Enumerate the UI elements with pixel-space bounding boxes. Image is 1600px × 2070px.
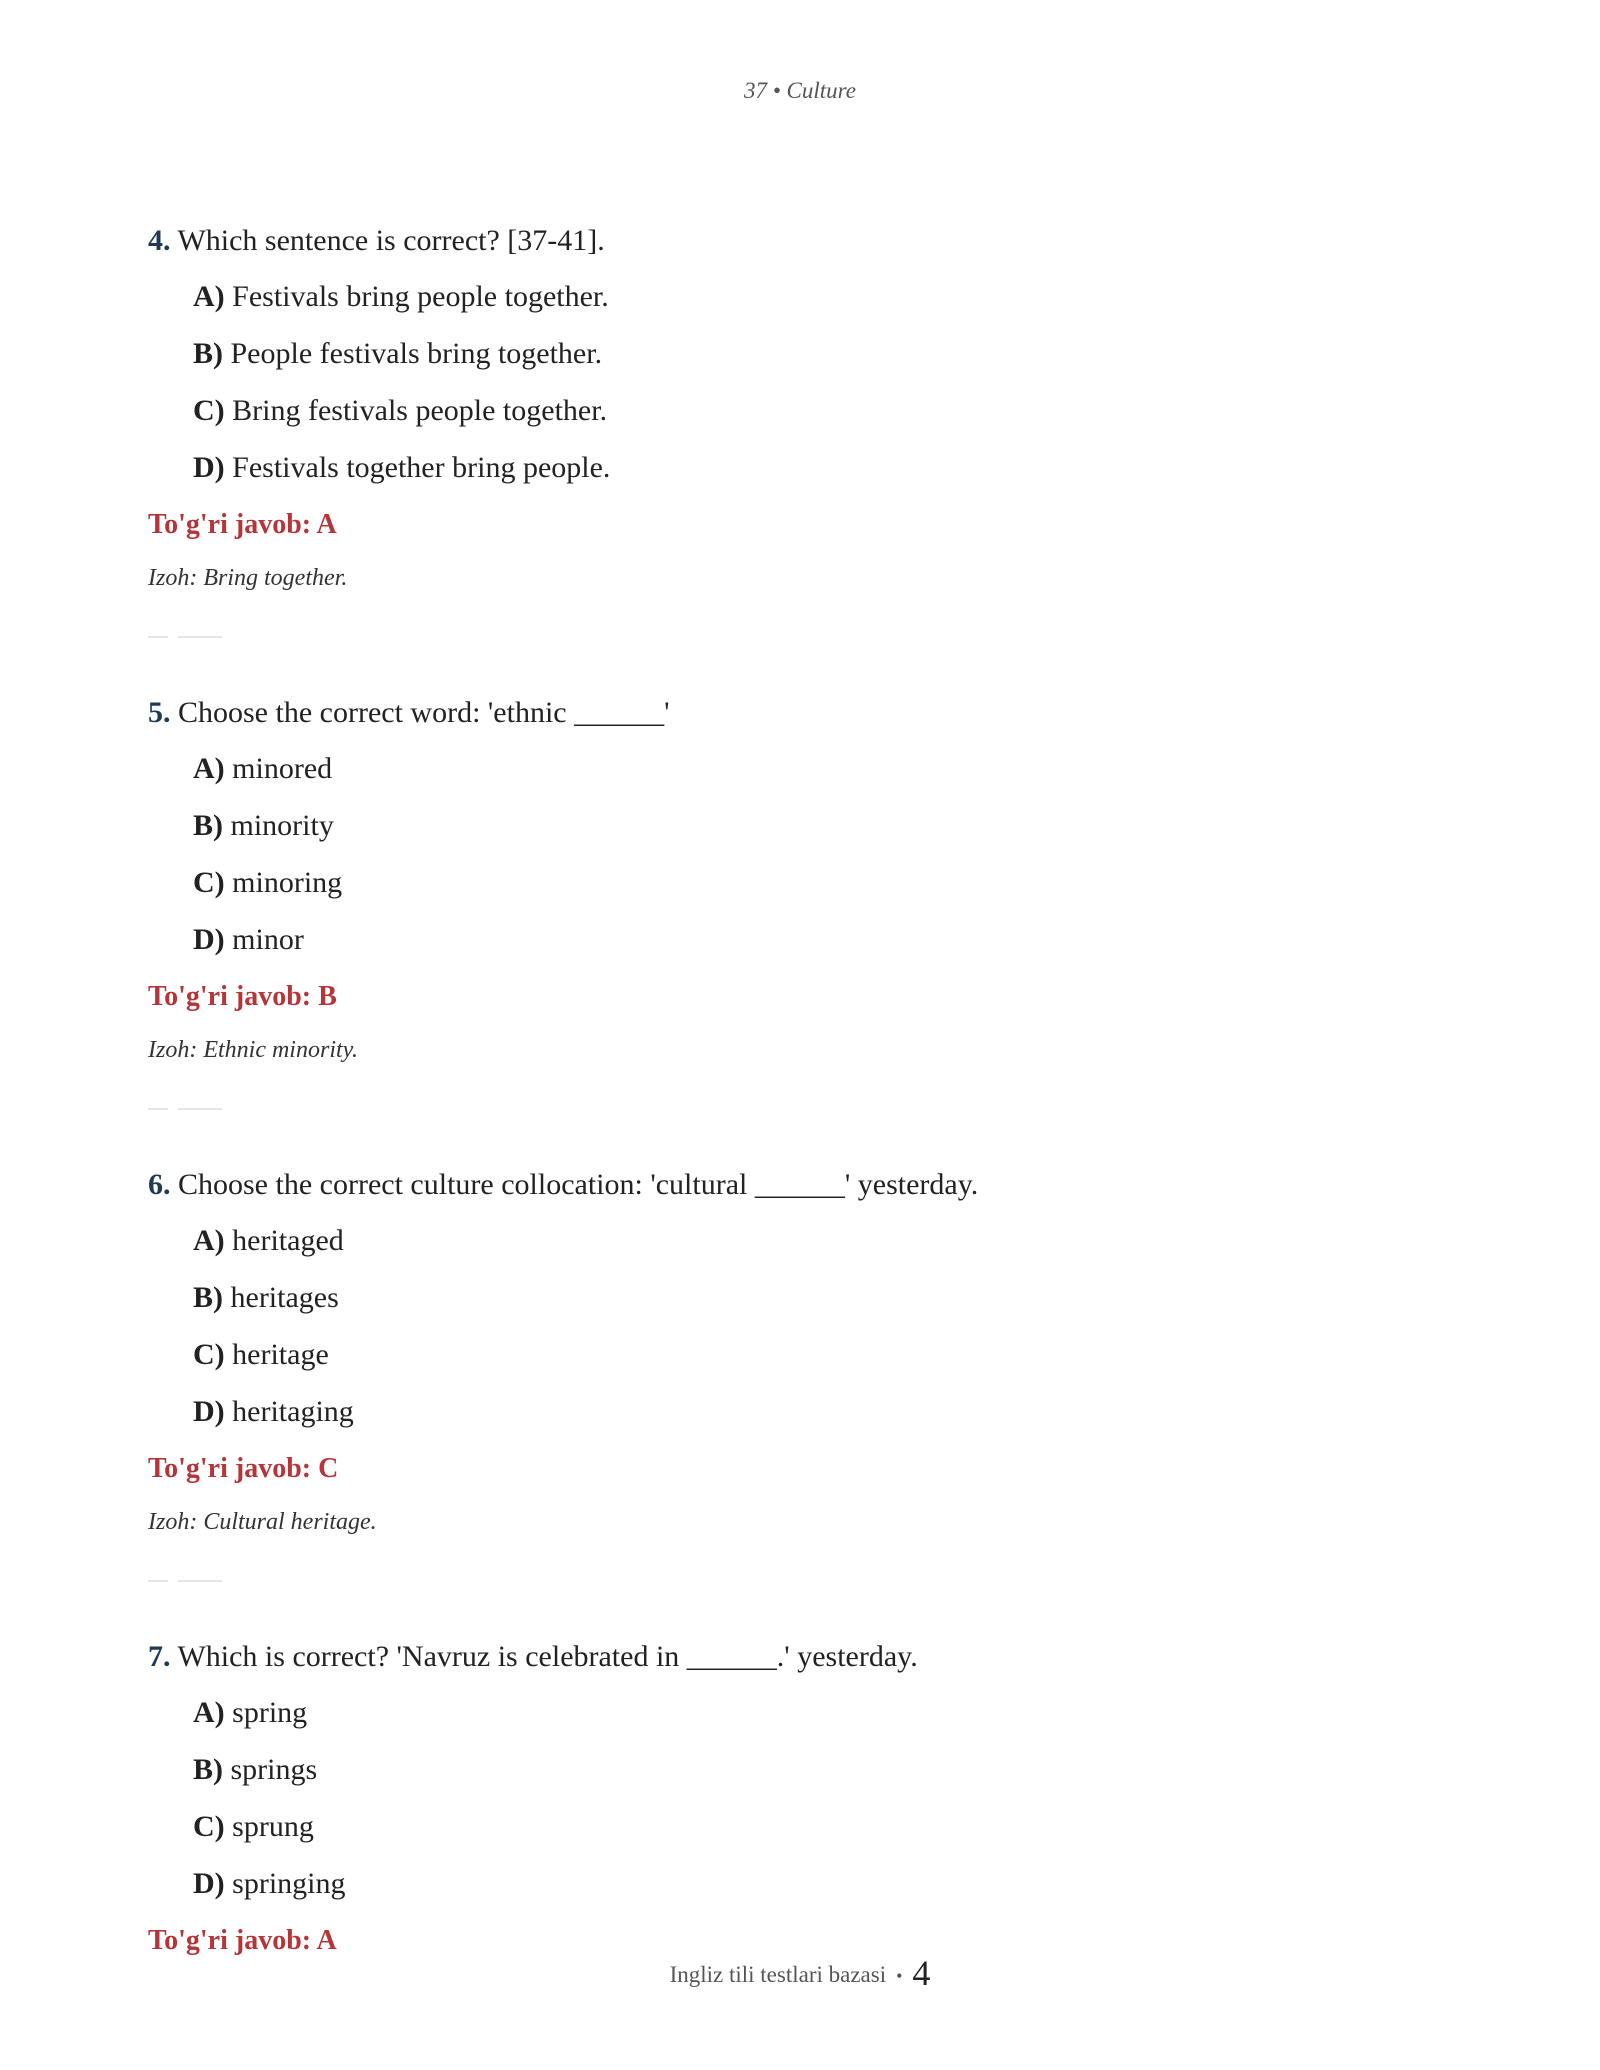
divider — [148, 1580, 222, 1582]
question-text: Which sentence is correct? [37-41]. — [177, 224, 605, 257]
option-d — [193, 919, 1468, 961]
option-text: spring — [232, 1696, 308, 1729]
option-letter: A) — [193, 1224, 225, 1257]
question-number: 4. — [148, 224, 171, 257]
question-text: Choose the correct culture collocation: 'cultural ______' yesterday. — [178, 1168, 979, 1201]
question-6 — [148, 1164, 1468, 1582]
option-letter: B) — [193, 1281, 223, 1314]
option-list — [148, 748, 1468, 961]
option-a — [193, 1692, 1468, 1734]
option-list — [148, 276, 1468, 489]
option-text: heritages — [230, 1281, 339, 1314]
option-letter: C) — [193, 866, 225, 899]
question-4 — [148, 220, 1468, 638]
correct-answer: To'g'ri javob: B — [148, 981, 337, 1012]
explanation: Izoh: Cultural heritage. — [148, 1509, 377, 1535]
divider — [148, 636, 222, 638]
option-text: minored — [232, 752, 333, 785]
correct-answer: To'g'ri javob: A — [148, 1925, 337, 1956]
footer-separator: • — [896, 1966, 903, 1986]
option-text: People festivals bring together. — [230, 337, 603, 370]
option-c — [193, 862, 1468, 904]
question-stem — [148, 1636, 1468, 1678]
option-letter: B) — [193, 809, 223, 842]
option-d — [193, 1863, 1468, 1905]
running-head: 37 • Culture — [744, 78, 856, 103]
correct-answer: To'g'ri javob: A — [148, 509, 337, 540]
correct-answer: To'g'ri javob: C — [148, 1453, 339, 1484]
option-b — [193, 333, 1468, 375]
option-c — [193, 390, 1468, 432]
option-c — [193, 1334, 1468, 1376]
question-number: 5. — [148, 696, 171, 729]
question-list — [148, 220, 1468, 1974]
question-stem — [148, 692, 1468, 734]
option-a — [193, 748, 1468, 790]
explanation: Izoh: Bring together. — [148, 565, 348, 591]
option-letter: A) — [193, 1696, 225, 1729]
page-number: 4 — [912, 1953, 931, 1993]
question-7 — [148, 1636, 1468, 1962]
option-d — [193, 447, 1468, 489]
option-letter: C) — [193, 1338, 225, 1371]
option-b — [193, 1277, 1468, 1319]
option-letter: D) — [193, 1395, 225, 1428]
question-5 — [148, 692, 1468, 1110]
option-b — [193, 1749, 1468, 1791]
option-c — [193, 1806, 1468, 1848]
option-text: heritaging — [232, 1395, 354, 1428]
option-letter: C) — [193, 1810, 225, 1843]
footer-title: Ingliz tili testlari bazasi — [669, 1962, 887, 1987]
option-text: springing — [232, 1867, 346, 1900]
option-letter: C) — [193, 394, 225, 427]
option-text: Festivals together bring people. — [232, 451, 611, 484]
question-text: Choose the correct word: 'ethnic ______' — [178, 696, 670, 729]
option-letter: A) — [193, 752, 225, 785]
option-text: minority — [230, 809, 334, 842]
divider — [148, 1108, 222, 1110]
question-number: 7. — [148, 1640, 171, 1673]
option-letter: D) — [193, 1867, 225, 1900]
question-stem — [148, 1164, 1468, 1206]
option-letter: D) — [193, 923, 225, 956]
option-b — [193, 805, 1468, 847]
option-text: sprung — [232, 1810, 314, 1843]
option-d — [193, 1391, 1468, 1433]
question-number: 6. — [148, 1168, 171, 1201]
option-text: heritaged — [232, 1224, 344, 1257]
option-list — [148, 1692, 1468, 1905]
option-a — [193, 276, 1468, 318]
option-letter: B) — [193, 1753, 223, 1786]
option-a — [193, 1220, 1468, 1262]
explanation: Izoh: Ethnic minority. — [148, 1037, 358, 1063]
page-footer — [0, 1952, 1600, 1994]
option-text: Bring festivals people together. — [232, 394, 608, 427]
option-text: Festivals bring people together. — [232, 280, 609, 313]
option-letter: B) — [193, 337, 223, 370]
option-text: springs — [230, 1753, 318, 1786]
option-list — [148, 1220, 1468, 1433]
option-text: minoring — [232, 866, 343, 899]
option-letter: A) — [193, 280, 225, 313]
option-text: heritage — [232, 1338, 329, 1371]
option-text: minor — [232, 923, 304, 956]
option-letter: D) — [193, 451, 225, 484]
question-stem — [148, 220, 1468, 262]
question-text: Which is correct? 'Navruz is celebrated in ______.' yesterday. — [177, 1640, 918, 1673]
